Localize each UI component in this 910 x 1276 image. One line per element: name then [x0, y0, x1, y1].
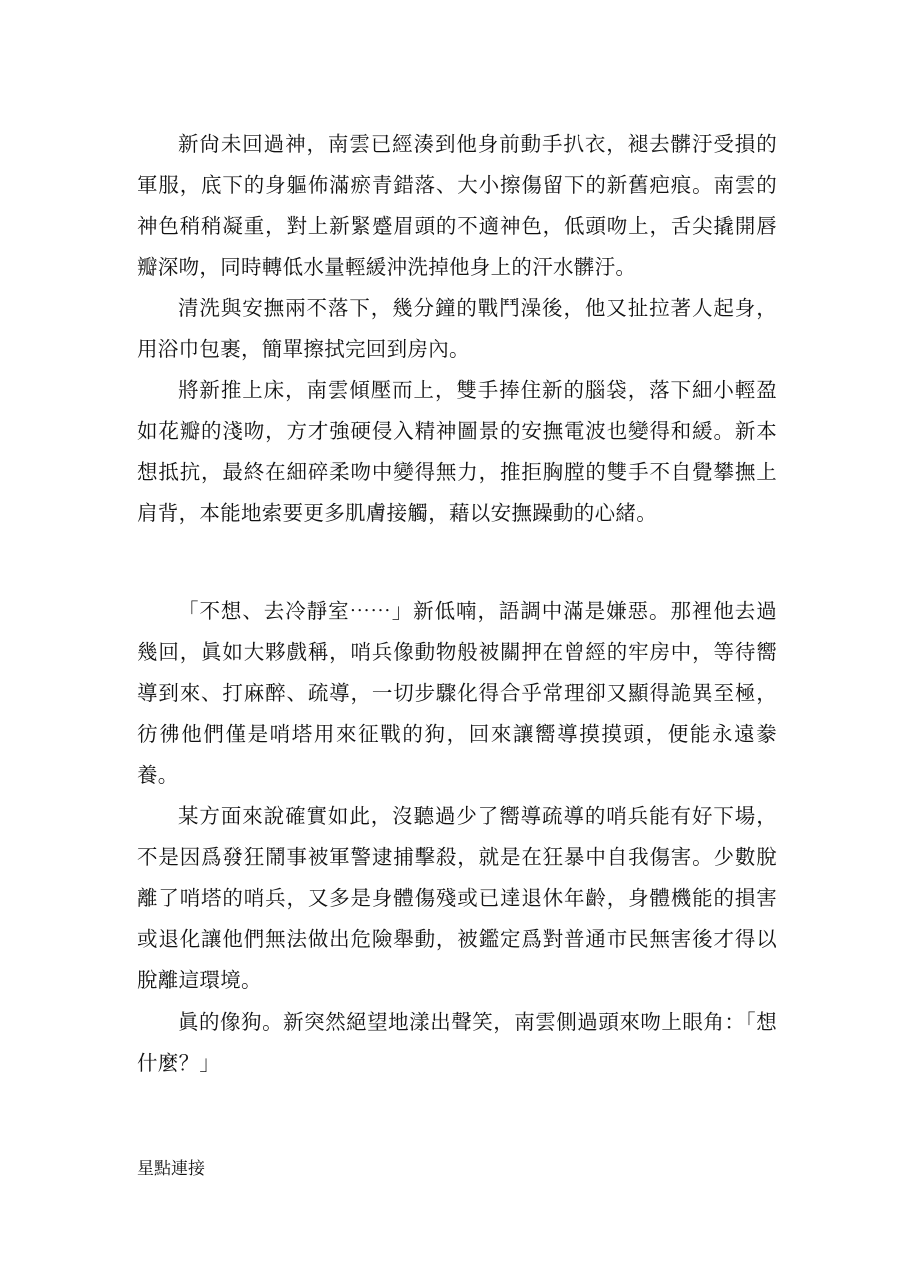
paragraph: 眞的像狗。新突然絕望地漾出聲笑，南雲側過頭來吻上眼角：「想什麼？」	[137, 1010, 777, 1075]
paragraph: 某方面來說確實如此，沒聽過少了嚮導疏導的哨兵能有好下場，不是因爲發狂鬧事被軍警逮捕擊殺，就是在狂暴中自我傷害。少數脫離了哨塔的哨兵，又多是身體傷殘或已達退休年齡，身體機能的損害或退化讓他們無法做出危險舉動，被鑑定爲對普通市民無害後才得以脫離這環境。	[137, 804, 777, 992]
paragraph: 新尙未回過神，南雲已經湊到他身前動手扒衣，褪去髒汙受損的軍服，底下的身軀佈滿瘀青錯落、大小擦傷留下的新舊疤痕。南雲的神色稍稍凝重，對上新緊蹙眉頭的不適神色，低頭吻上，舌尖撬開唇瓣深吻，同時轉低水量輕緩沖洗掉他身上的汗水髒汙。	[137, 132, 777, 279]
paragraph: 清洗與安撫兩不落下，幾分鐘的戰鬥澡後，他又扯拉著人起身，用浴巾包裹，簡單擦拭完回到房內。	[137, 296, 777, 361]
paragraph: 將新推上床，南雲傾壓而上，雙手捧住新的腦袋，落下細小輕盈如花瓣的淺吻，方才強硬侵入精神圖景的安撫電波也變得和緩。新本想抵抗，最終在細碎柔吻中變得無力，推拒胸膛的雙手不自覺攀撫上肩背，本能地索要更多肌膚接觸，藉以安撫躁動的心緒。	[137, 378, 777, 525]
text-section-3	[137, 1002, 777, 1084]
paragraph: 「不想、去冷靜室⋯⋯」新低喃，語調中滿是嫌惡。那裡他去過幾回，眞如大夥戲稱，哨兵像動物般被關押在曾經的牢房中，等待嚮導到來、打麻醉、疏導，一切步驟化得合乎常理卻又顯得詭異至極，彷彿他們僅是哨塔用來征戰的狗，回來讓嚮導摸摸頭，便能永遠豢養。	[137, 599, 777, 787]
text-section-1	[137, 124, 777, 534]
page-footer: 星點連接	[137, 1159, 205, 1179]
text-section-2	[137, 591, 777, 1001]
